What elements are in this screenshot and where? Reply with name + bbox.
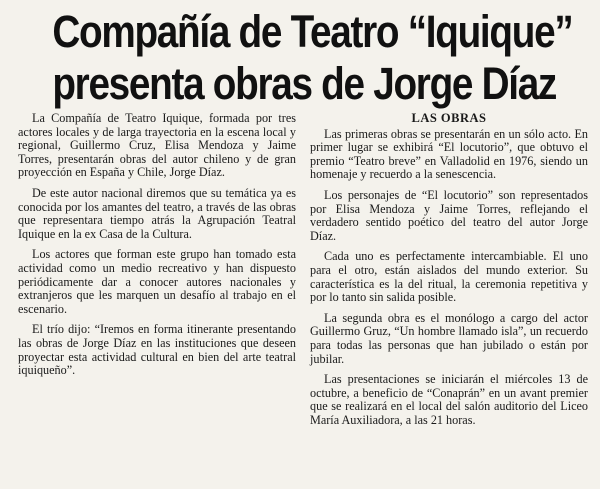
paragraph: De este autor nacional diremos que su temática ya es conocida por los amantes del teatro, a través de las obras que representara tiempo atrás la Agrupación Teatral Iquique en la ex Casa de la Cultura.	[18, 185, 296, 241]
paragraph: Los actores que forman este grupo han tomado esta actividad como un medio recreativo y han dispuesto periódicamente dar a conocer autores nacionales y extranjeros que les marquen un desafío al trabajo en el escenario.	[18, 247, 296, 316]
paragraph: Cada uno es perfectamente intercambiable. El uno para el otro, están aislados del mundo exterior. Su característica es la del ritual, la ceremonia repetitiva y por lo tanto sin salida posible.	[310, 249, 588, 305]
left-column	[18, 112, 296, 434]
headline-line-1: Compañía de Teatro “Iquique”	[52, 6, 573, 57]
article-body	[18, 112, 588, 434]
paragraph: El trío dijo: “Iremos en forma itinerante presentando las obras de Jorge Díaz en las instituciones que deseen proyectar esta actividad cultural en bien del arte teatral iquiqueño”.	[18, 322, 296, 378]
headline	[52, 6, 573, 110]
headline-line-2: presenta obras de Jorge Díaz	[52, 58, 557, 109]
paragraph: Los personajes de “El locutorio” son representados por Elisa Mendoza y Jaime Torres, reflejando el verdadero sentido poético del teatro del autor Jorge Díaz.	[310, 187, 588, 243]
paragraph: La segunda obra es el monólogo a cargo del actor Guillermo Gruz, “Un hombre llamado isla”, un recuerdo para todas las personas que han jubilado o están por jubilar.	[310, 310, 588, 366]
paragraph: Las presentaciones se iniciarán el miércoles 13 de octubre, a beneficio de “Conaprán” en un avant premier que se realizará en el local del salón auditorio del Liceo María Auxiliadora, a las 21 horas.	[310, 372, 588, 427]
right-column	[310, 112, 588, 434]
paragraph: La Compañía de Teatro Iquique, formada por tres actores locales y de larga trayectoria en la escena local y regional, Guillermo Cruz, Elisa Mendoza y Jaime Torres, presentarán obras del autor chileno y de gran proyección en España y Chile, Jorge Díaz.	[18, 111, 296, 180]
section-subhead: LAS OBRAS	[411, 111, 487, 125]
paragraph: Las primeras obras se presentarán en un sólo acto. En primer lugar se exhibirá “El locutorio”, que obtuvo el premio “Teatro breve” en Valladolid en 1976, siendo un homenaje y recuerdo a la senescencia.	[310, 126, 588, 182]
